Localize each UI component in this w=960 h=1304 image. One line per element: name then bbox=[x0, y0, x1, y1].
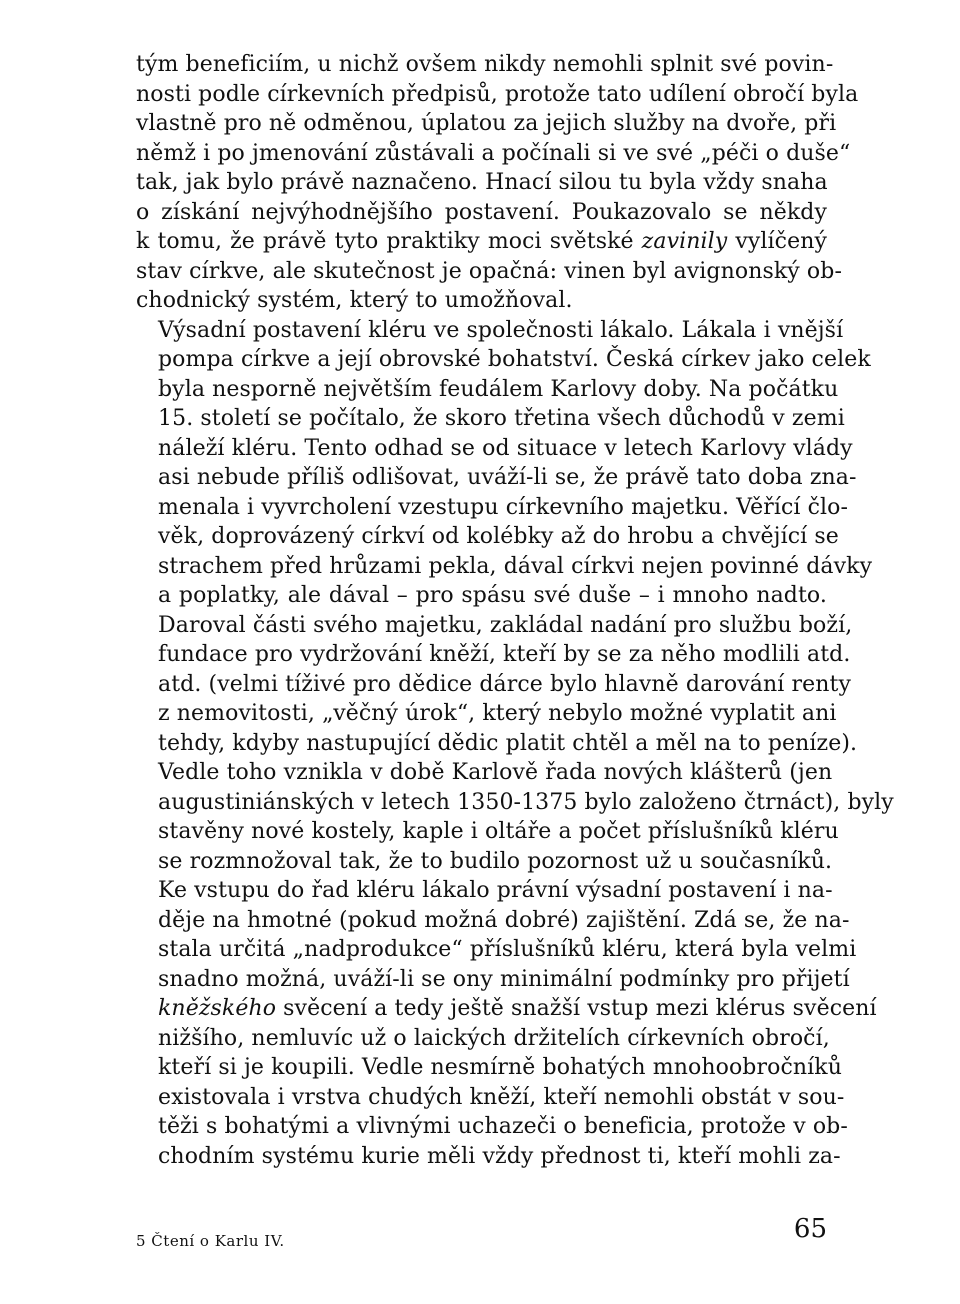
text-line: byla nesporně největším feudálem Karlovy doby. Na počátku bbox=[158, 376, 839, 402]
text-line: tehdy, kdyby nastupující dědic platit chtěl a měl na to peníze). bbox=[158, 730, 858, 756]
text-line: tak, jak bylo právě naznačeno. Hnací silou tu byla vždy snaha bbox=[136, 170, 828, 195]
text-line: se rozmnožoval tak, že to budilo pozornost už u současníků. bbox=[158, 848, 833, 874]
text-line: chodním systému kurie měli vždy přednost ti, kteří mohli za- bbox=[158, 1143, 841, 1169]
text-line: němž i po jmenování zůstávali a počínali si ve své „péči o duše“ bbox=[136, 140, 851, 166]
text-line: snadno možná, uváží-li se ony minimální podmínky pro přijetí bbox=[158, 966, 850, 992]
text-line: těži s bohatými a vlivnými uchazeči o beneficia, protože v ob- bbox=[158, 1114, 848, 1139]
text-line: stav církve, ale skutečnost je opačná: vinen byl avignonský ob- bbox=[136, 258, 842, 284]
text-line: atd. (velmi tíživé pro dědice dárce bylo hlavně darování renty bbox=[158, 671, 851, 697]
text-line: 15. století se počítalo, že skoro třetina všech důchodů v zemi bbox=[158, 406, 845, 431]
text-line: vlastně pro ně odměnou, úplatou za jejich služby na dvoře, při bbox=[136, 111, 837, 136]
page-number: 65 bbox=[793, 1214, 827, 1244]
text-line: tým beneficiím, u nichž ovšem nikdy nemohli splnit své povin- bbox=[136, 52, 834, 77]
text-line: Vedle toho vznikla v době Karlově řada nových klášterů (jen bbox=[158, 760, 833, 785]
text-line: kteří si je koupili. Vedle nesmírně bohatých mnohoobročníků bbox=[158, 1055, 842, 1080]
text-line: nižšího, nemluvíc už o laických držitelích církevních obročí, bbox=[158, 1025, 830, 1051]
text-line: existovala i vrstva chudých kněží, kteří nemohli obstát v sou- bbox=[158, 1084, 845, 1110]
text-line: věk, doprovázený církví od kolébky až do hrobu a chvějící se bbox=[158, 524, 839, 549]
text-line: Výsadní postavení kléru ve společnosti lákalo. Lákala i vnější bbox=[158, 317, 844, 343]
text-line: děje na hmotné (pokud možná dobré) zajištění. Zdá se, že na- bbox=[158, 907, 850, 933]
text-line: strachem před hrůzami pekla, dával církvi nejen povinné dávky bbox=[158, 553, 873, 579]
paragraph bbox=[136, 50, 859, 316]
text-line: chodnický systém, který to umožňoval. bbox=[136, 288, 573, 313]
signature-mark: 5 Čtení o Karlu IV. bbox=[136, 1232, 285, 1250]
text-line: z nemovitosti, „věčný úrok“, který nebylo možné vyplatit ani bbox=[158, 701, 837, 726]
text-line: a poplatky, ale dával – pro spásu své duše – i mnoho nadto. bbox=[158, 583, 827, 608]
text-line: k tomu, že právě tyto praktiky moci světské zavinily vylíčený bbox=[136, 229, 827, 254]
text-line: fundace pro vydržování kněží, kteří by se za něho modlili atd. bbox=[158, 642, 851, 667]
text-line: náleží kléru. Tento odhad se od situace v letech Karlovy vlády bbox=[158, 435, 853, 461]
text-line: menala i vyvrcholení vzestupu církevního majetku. Věřící člo- bbox=[158, 494, 849, 520]
page-body bbox=[136, 50, 894, 1171]
text-line: kněžského svěcení a tedy ještě snažší vstup mezi klérus svěcení bbox=[158, 996, 877, 1021]
text-line: stala určitá „nadprodukce“ příslušníků kléru, která byla velmi bbox=[158, 937, 857, 962]
text-line: pompa církve a její obrovské bohatství. Česká církev jako celek bbox=[158, 347, 871, 372]
text-line: stavěny nové kostely, kaple i oltáře a počet příslušníků kléru bbox=[158, 819, 839, 844]
text-line: o získání nejvýhodnějšího postavení. Poukazovalo se někdy bbox=[136, 199, 827, 225]
text-line: Daroval části svého majetku, zakládal nadání pro službu boží, bbox=[158, 612, 853, 638]
text-line: Ke vstupu do řad kléru lákalo právní výsadní postavení i na- bbox=[158, 878, 833, 903]
text-line: augustiniánských v letech 1350-1375 bylo založeno čtrnáct), byly bbox=[158, 789, 894, 815]
text-line: asi nebude příliš odlišovat, uváží-li se, že právě tato doba zna- bbox=[158, 465, 857, 490]
text-line: nosti podle církevních předpisů, protože tato udílení obročí byla bbox=[136, 81, 859, 107]
paragraph bbox=[136, 316, 894, 1172]
